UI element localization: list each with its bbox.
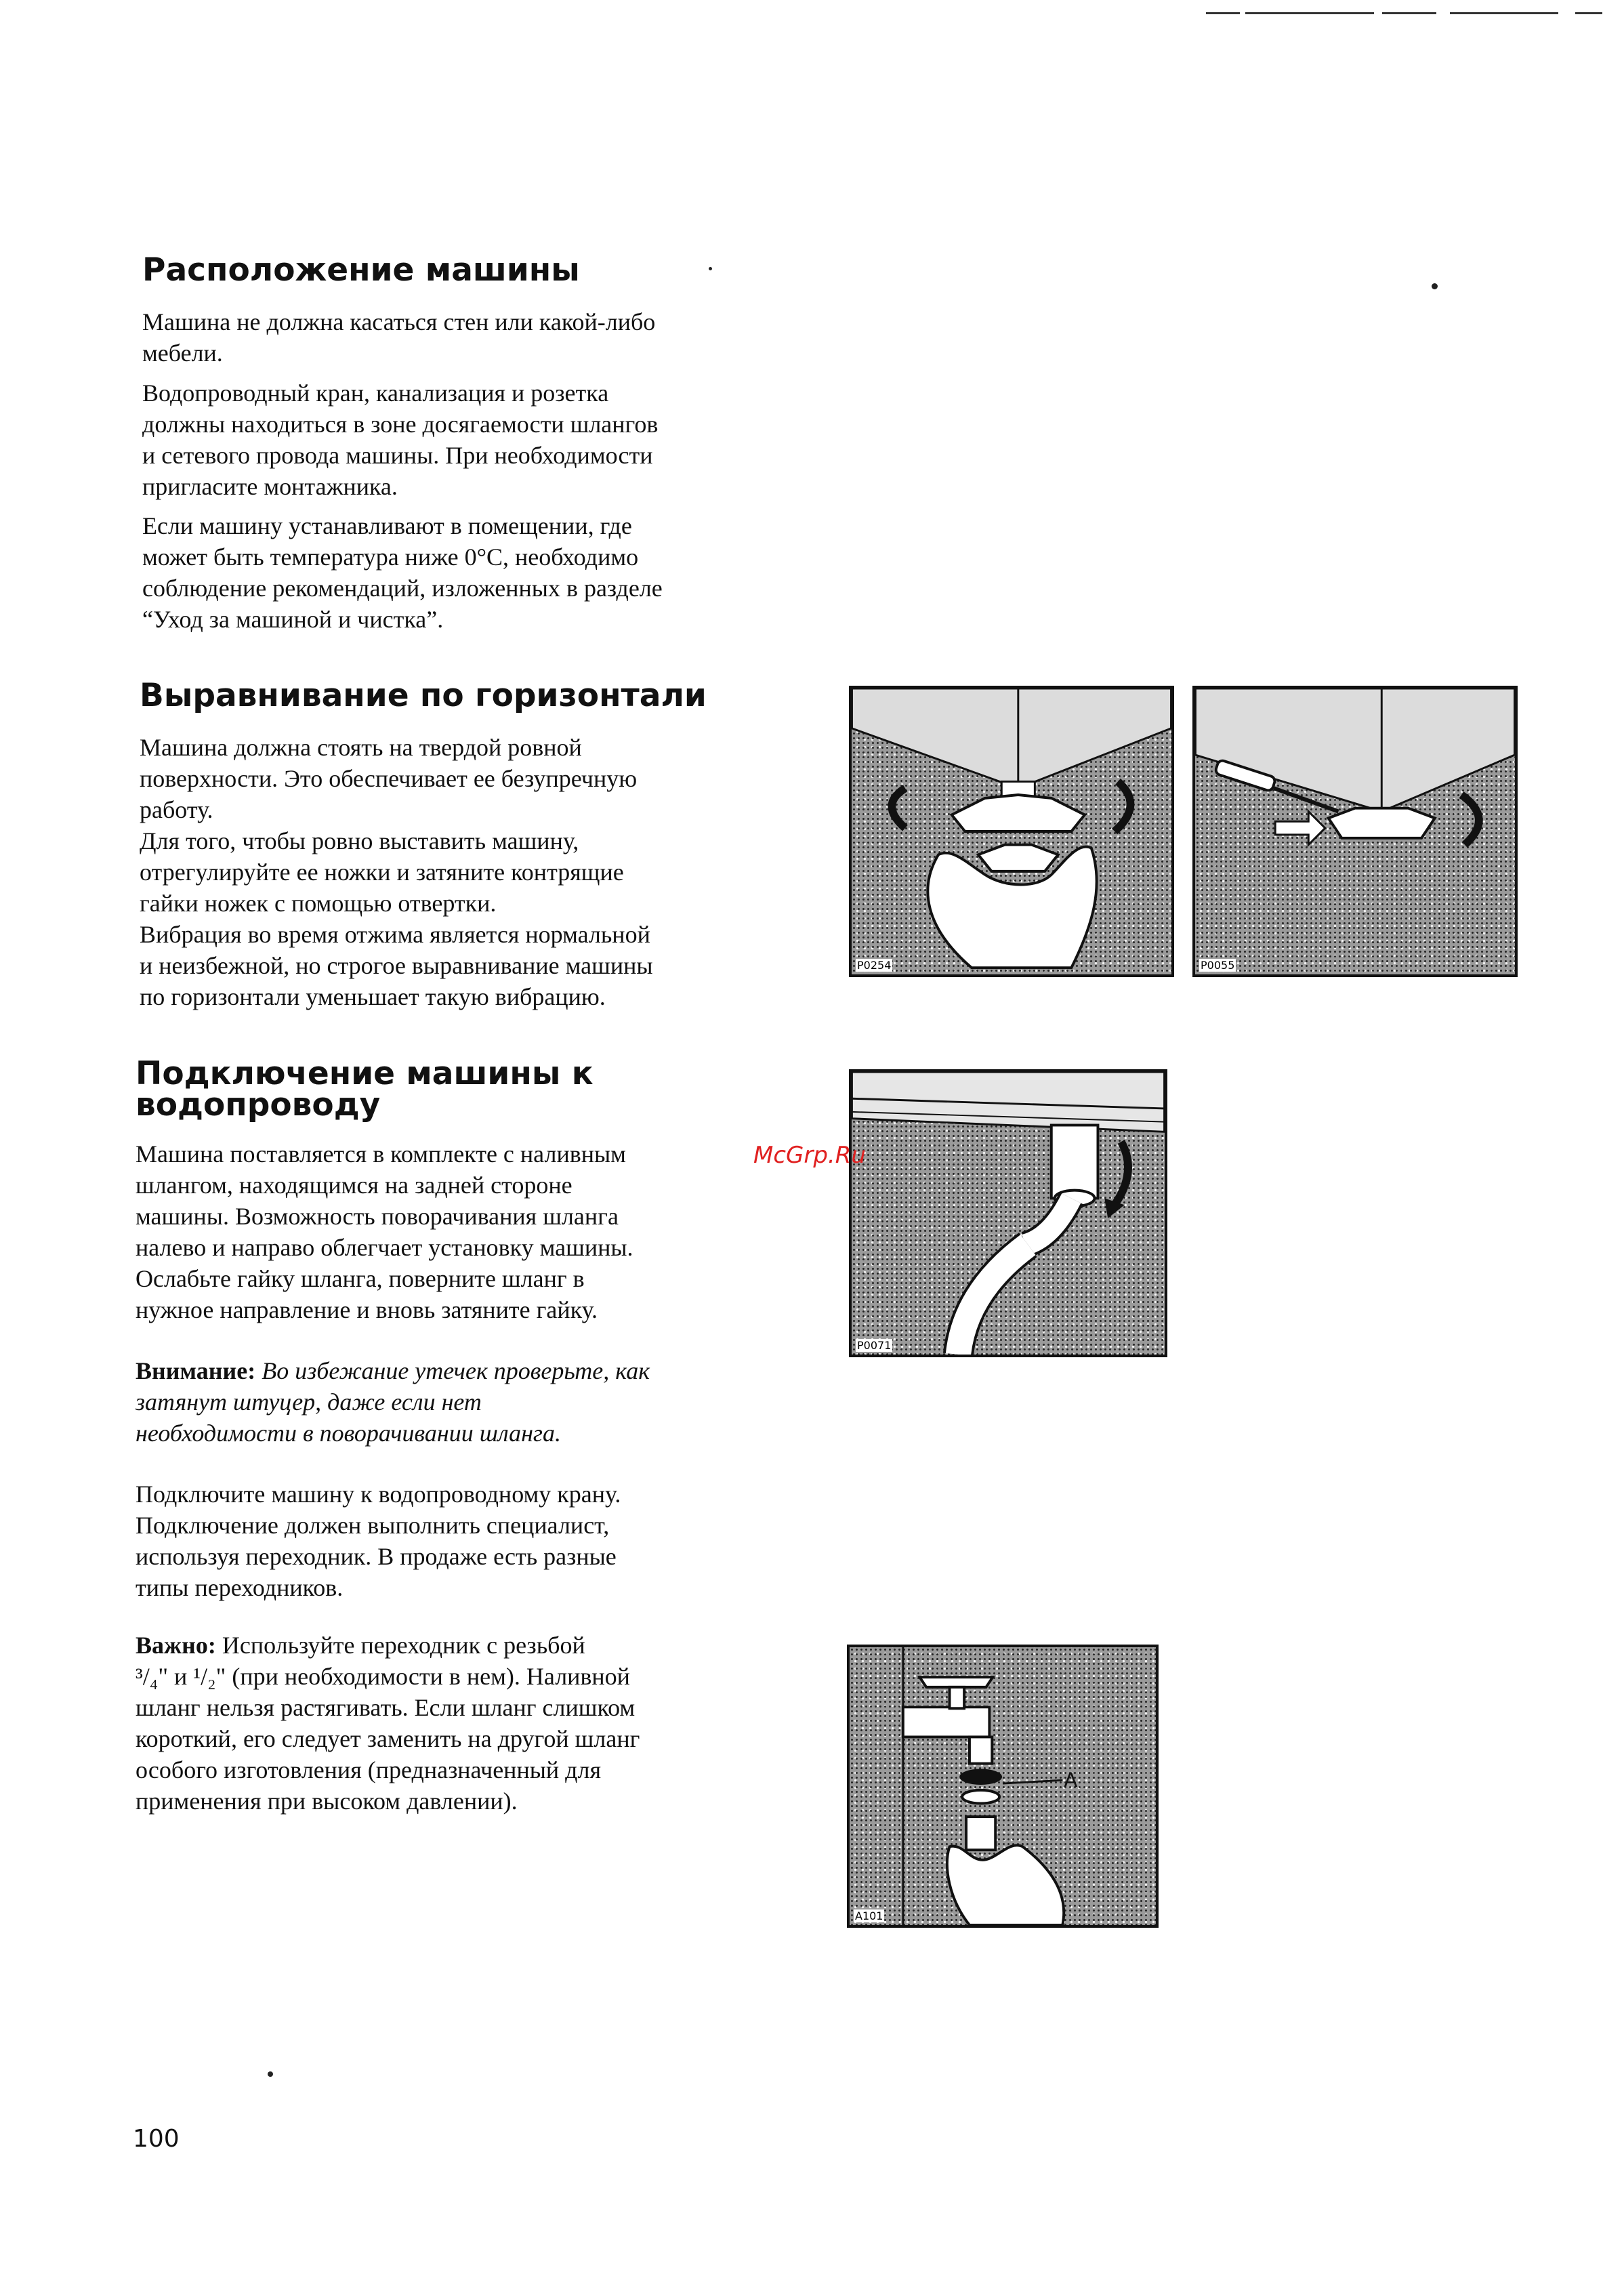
screwdriver-illustration — [1195, 688, 1515, 974]
text-line — [136, 1355, 650, 1386]
tap-illustration — [850, 1647, 1156, 1925]
important-text: Используйте переходник с резьбой — [222, 1632, 585, 1659]
water-paragraph-2 — [136, 1479, 621, 1603]
text-line: соблюдение рекомендаций, изложенных в разделе — [142, 575, 663, 602]
text-line: Водопроводный кран, канализация и розетка — [142, 379, 609, 407]
text-line: может быть температура ниже 0°C, необходимо — [142, 543, 639, 571]
text-line: Машина поставляется в комплекте с наливным — [136, 1140, 626, 1168]
page-number: 100 — [133, 2125, 180, 2153]
text-line: шланг нельзя растягивать. Если шланг слишком — [136, 1694, 636, 1721]
important-label: Важно: — [136, 1632, 216, 1659]
text-line: машины. Возможность поворачивания шланга — [136, 1203, 619, 1230]
text-line: должны находиться в зоне досягаемости шлангов — [142, 411, 659, 438]
attention-note — [136, 1355, 650, 1449]
important-note — [136, 1630, 640, 1817]
title-line: Подключение машины к — [136, 1055, 594, 1092]
placement-paragraph-2 — [142, 377, 658, 502]
section-title-placement: Расположение машины — [142, 251, 580, 289]
text-line: ³/₄" и ¹/₂" (при необходимости в нем). Наливной — [136, 1663, 630, 1690]
figure-leveling-hand — [849, 686, 1174, 977]
placement-paragraph-1 — [142, 306, 655, 369]
section-title-leveling: Выравнивание по горизонтали — [140, 677, 707, 714]
text-line: мебели. — [142, 339, 223, 367]
figure-label-a: A — [1064, 1768, 1078, 1792]
text-line: Машина должна стоять на твердой ровной — [140, 734, 582, 761]
text-line: и сетевого провода машины. При необходимости — [142, 442, 653, 469]
text-line: работу. — [140, 796, 213, 823]
top-rule — [1575, 12, 1602, 14]
top-rule — [1206, 12, 1240, 14]
text-line: применения при высоком давлении). — [136, 1788, 518, 1815]
speck — [268, 2071, 273, 2077]
text-line: Подключите машину к водопроводному крану. — [136, 1481, 621, 1508]
text-line: гайки ножек с помощью отвертки. — [140, 890, 497, 917]
text-line: Ослабьте гайку шланга, поверните шланг в — [136, 1265, 585, 1292]
speck — [1432, 283, 1438, 289]
figure-code: A101 — [855, 1909, 883, 1922]
text-line: короткий, его следует заменить на другой шланг — [136, 1725, 640, 1752]
attention-label: Внимание: — [136, 1357, 256, 1384]
figure-code: P0071 — [857, 1339, 892, 1352]
attention-text: затянут штуцер, даже если нет — [136, 1388, 482, 1416]
figure-code: P0055 — [1201, 959, 1235, 972]
figure-hose-connection — [849, 1069, 1167, 1357]
text-line: шлангом, находящимся на задней стороне — [136, 1172, 572, 1199]
title-line: водопроводу — [136, 1086, 381, 1123]
text-line: “Уход за машиной и чистка”. — [142, 606, 444, 633]
text-line: Машина не должна касаться стен или какой-либо — [142, 308, 656, 335]
text-line: Вибрация во время отжима является нормальной — [140, 921, 650, 948]
text-line: Подключение должен выполнить специалист, — [136, 1512, 610, 1539]
section-title-water — [136, 1056, 594, 1123]
text-line: отрегулируйте ее ножки и затяните контрящие — [140, 859, 624, 886]
placement-paragraph-3 — [142, 510, 663, 635]
text-line: используя переходник. В продаже есть разные — [136, 1543, 617, 1570]
figure-tap-adapter — [847, 1645, 1159, 1928]
attention-text: Во избежание утечек проверьте, как — [262, 1357, 650, 1384]
text-line: и неизбежной, но строгое выравнивание машины — [140, 952, 653, 979]
text-line: нужное направление и вновь затяните гайку. — [136, 1296, 598, 1323]
speck — [709, 267, 712, 270]
text-line — [136, 1630, 640, 1661]
leveling-hand-illustration — [852, 688, 1171, 974]
figure-leveling-screwdriver — [1192, 686, 1518, 977]
text-line: Если машину устанавливают в помещении, где — [142, 512, 632, 539]
top-rule — [1245, 12, 1374, 14]
text-line: налево и направо облегчает установку машины. — [136, 1234, 633, 1261]
hose-illustration — [852, 1072, 1165, 1355]
text-line: особого изготовления (предназначенный для — [136, 1756, 602, 1783]
text-line — [136, 1418, 650, 1449]
text-line: типы переходников. — [136, 1574, 343, 1601]
text-line — [136, 1386, 650, 1418]
text-line: поверхности. Это обеспечивает ее безупречную — [140, 765, 638, 792]
text-line: Для того, чтобы ровно выставить машину, — [140, 827, 579, 854]
top-rule — [1382, 12, 1436, 14]
watermark: McGrp.Ru — [753, 1142, 866, 1169]
text-line: пригласите монтажника. — [142, 473, 398, 500]
text-line: по горизонтали уменьшает такую вибрацию. — [140, 983, 606, 1010]
figure-code: P0254 — [857, 959, 892, 972]
leveling-paragraph — [140, 732, 653, 1012]
attention-text: необходимости в поворачивании шланга. — [136, 1420, 561, 1447]
water-paragraph-1 — [136, 1138, 633, 1325]
top-rule — [1450, 12, 1558, 14]
